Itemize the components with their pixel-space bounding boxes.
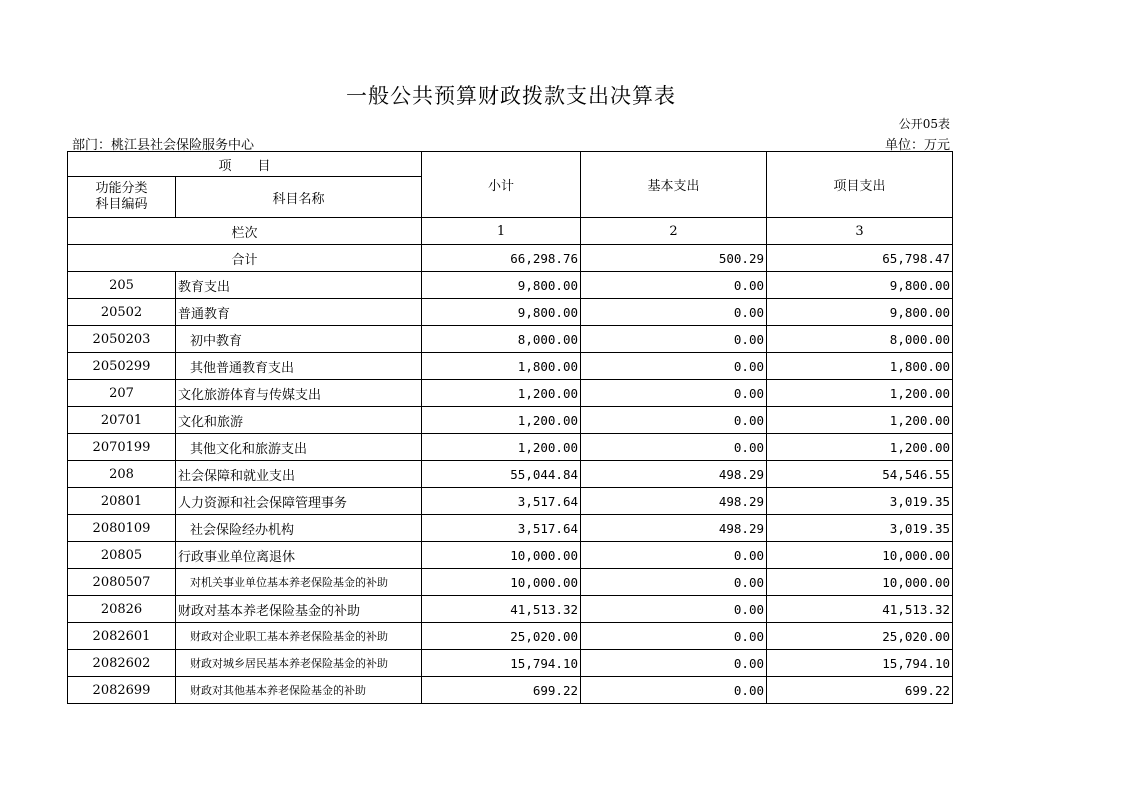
project-value: 9,800.00 [767, 299, 953, 326]
basic-value: 0.00 [581, 434, 767, 461]
subject-code: 20701 [68, 407, 176, 434]
total-row [68, 245, 953, 272]
table-row [68, 542, 953, 569]
project-value: 10,000.00 [767, 542, 953, 569]
subject-name: 行政事业单位离退休 [176, 542, 422, 569]
project-value: 41,513.32 [767, 596, 953, 623]
subtotal-value: 3,517.64 [422, 515, 581, 542]
subject-code: 2080507 [68, 569, 176, 596]
subject-code: 2080109 [68, 515, 176, 542]
subject-code: 20805 [68, 542, 176, 569]
subtotal-value: 3,517.64 [422, 488, 581, 515]
total-subtotal: 66,298.76 [422, 245, 581, 272]
subject-code: 205 [68, 272, 176, 299]
subject-code: 2082602 [68, 650, 176, 677]
subject-name: 财政对企业职工基本养老保险基金的补助 [176, 623, 422, 650]
subject-code: 2050299 [68, 353, 176, 380]
subtotal-value: 9,800.00 [422, 299, 581, 326]
project-value: 1,200.00 [767, 434, 953, 461]
column-order-label: 栏次 [68, 218, 422, 245]
subtotal-value: 8,000.00 [422, 326, 581, 353]
subject-code: 2082601 [68, 623, 176, 650]
column-number-2: 2 [581, 218, 767, 245]
project-value: 1,200.00 [767, 380, 953, 407]
table-row [68, 650, 953, 677]
subject-name: 其他文化和旅游支出 [176, 434, 422, 461]
subtotal-value: 15,794.10 [422, 650, 581, 677]
project-value: 10,000.00 [767, 569, 953, 596]
table-row [68, 434, 953, 461]
basic-value: 0.00 [581, 272, 767, 299]
subtotal-value: 55,044.84 [422, 461, 581, 488]
basic-value: 0.00 [581, 542, 767, 569]
basic-value: 0.00 [581, 677, 767, 704]
subtotal-value: 1,200.00 [422, 407, 581, 434]
basic-value: 0.00 [581, 623, 767, 650]
subtotal-value: 10,000.00 [422, 542, 581, 569]
subject-code: 20826 [68, 596, 176, 623]
table-row [68, 461, 953, 488]
subject-name: 对机关事业单位基本养老保险基金的补助 [176, 569, 422, 596]
subject-name: 人力资源和社会保障管理事务 [176, 488, 422, 515]
basic-value: 498.29 [581, 461, 767, 488]
table-row [68, 596, 953, 623]
unit-label: 单位：万元 [884, 138, 950, 153]
subject-name: 初中教育 [176, 326, 422, 353]
subject-name: 社会保险经办机构 [176, 515, 422, 542]
table-row [68, 677, 953, 704]
table-row [68, 380, 953, 407]
table-row [68, 488, 953, 515]
subject-name: 教育支出 [176, 272, 422, 299]
project-value: 25,020.00 [767, 623, 953, 650]
subject-code: 2082699 [68, 677, 176, 704]
form-code: 公开05表 [898, 117, 950, 131]
page-title: 一般公共预算财政拨款支出决算表 [346, 84, 676, 108]
project-value: 54,546.55 [767, 461, 953, 488]
basic-value: 0.00 [581, 353, 767, 380]
total-basic: 500.29 [581, 245, 767, 272]
table-row [68, 326, 953, 353]
expenditure-table [67, 151, 953, 704]
table-row [68, 623, 953, 650]
header-item: 项 目 [68, 152, 422, 177]
total-project: 65,798.47 [767, 245, 953, 272]
basic-value: 498.29 [581, 488, 767, 515]
table-row [68, 515, 953, 542]
subject-name: 财政对城乡居民基本养老保险基金的补助 [176, 650, 422, 677]
basic-value: 0.00 [581, 326, 767, 353]
project-value: 15,794.10 [767, 650, 953, 677]
header-project: 项目支出 [767, 152, 953, 218]
basic-value: 0.00 [581, 299, 767, 326]
basic-value: 0.00 [581, 380, 767, 407]
subject-name: 文化和旅游 [176, 407, 422, 434]
total-label: 合计 [68, 245, 422, 272]
basic-value: 498.29 [581, 515, 767, 542]
subtotal-value: 1,200.00 [422, 380, 581, 407]
table-row [68, 299, 953, 326]
project-value: 1,200.00 [767, 407, 953, 434]
project-value: 3,019.35 [767, 515, 953, 542]
column-number-1: 1 [422, 218, 581, 245]
subject-name: 社会保障和就业支出 [176, 461, 422, 488]
subject-name: 财政对其他基本养老保险基金的补助 [176, 677, 422, 704]
header-func-code: 功能分类 科目编码 [68, 177, 176, 218]
subject-code: 20502 [68, 299, 176, 326]
subject-code: 207 [68, 380, 176, 407]
table-row [68, 407, 953, 434]
project-value: 1,800.00 [767, 353, 953, 380]
header-subtotal: 小计 [422, 152, 581, 218]
subject-name: 普通教育 [176, 299, 422, 326]
project-value: 3,019.35 [767, 488, 953, 515]
department-label: 部门：桃江县社会保险服务中心 [72, 138, 255, 153]
subject-name: 财政对基本养老保险基金的补助 [176, 596, 422, 623]
project-value: 699.22 [767, 677, 953, 704]
table-row [68, 353, 953, 380]
basic-value: 0.00 [581, 569, 767, 596]
subtotal-value: 9,800.00 [422, 272, 581, 299]
basic-value: 0.00 [581, 650, 767, 677]
subtotal-value: 1,200.00 [422, 434, 581, 461]
subject-name: 其他普通教育支出 [176, 353, 422, 380]
project-value: 8,000.00 [767, 326, 953, 353]
subject-code: 20801 [68, 488, 176, 515]
subject-code: 2050203 [68, 326, 176, 353]
subject-code: 2070199 [68, 434, 176, 461]
subtotal-value: 1,800.00 [422, 353, 581, 380]
subtotal-value: 41,513.32 [422, 596, 581, 623]
table-row [68, 272, 953, 299]
subject-name: 文化旅游体育与传媒支出 [176, 380, 422, 407]
project-value: 9,800.00 [767, 272, 953, 299]
header-basic: 基本支出 [581, 152, 767, 218]
subtotal-value: 699.22 [422, 677, 581, 704]
basic-value: 0.00 [581, 596, 767, 623]
column-number-3: 3 [767, 218, 953, 245]
header-subject-name: 科目名称 [176, 177, 422, 218]
basic-value: 0.00 [581, 407, 767, 434]
subtotal-value: 10,000.00 [422, 569, 581, 596]
subtotal-value: 25,020.00 [422, 623, 581, 650]
subject-code: 208 [68, 461, 176, 488]
table-row [68, 569, 953, 596]
